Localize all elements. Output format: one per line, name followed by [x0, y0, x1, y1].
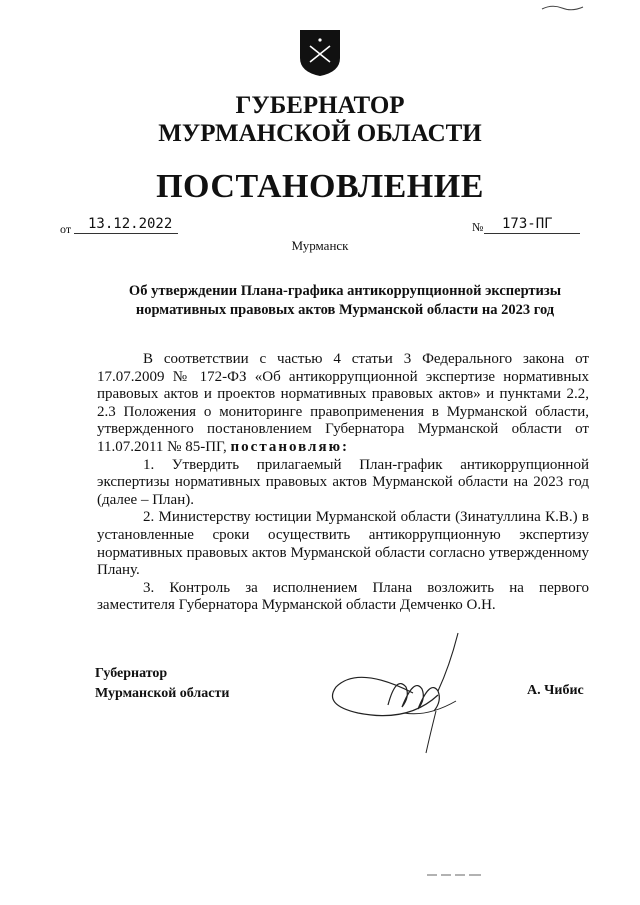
- document-date: 13.12.2022: [74, 216, 178, 234]
- document-type: ПОСТАНОВЛЕНИЕ: [156, 168, 484, 205]
- item-2: 2. Министерству юстиции Мурманской области (Зинатуллина К.В.) в установленные сроки осуществить антикоррупционную экспертизу нормативных правовых актов Мурманской области согласно утвержденному Плану.: [97, 509, 589, 579]
- footer-mark: [425, 872, 485, 878]
- coat-of-arms-icon: [298, 28, 342, 78]
- item-3: 3. Контроль за исполнением Плана возложить на первого заместителя Губернатора Мурманской области Демченко О.Н.: [97, 579, 589, 614]
- handwritten-signature: [318, 625, 488, 755]
- resolve-word: постановляю:: [230, 438, 350, 455]
- city: Мурманск: [291, 238, 349, 253]
- signer-title-line2: Мурманской области: [95, 686, 230, 701]
- document-body: [97, 351, 589, 615]
- body-intro-paragraph: [97, 351, 589, 457]
- document-subject: Об утверждении Плана-графика антикоррупционной экспертизы нормативных правовых актов Мурманской области на 2023 год: [128, 283, 562, 318]
- signer-title: [95, 664, 229, 704]
- document-number: 173-ПГ: [484, 216, 580, 234]
- date-label: от: [60, 222, 72, 236]
- org-title-line1: ГУБЕРНАТОР: [235, 92, 405, 119]
- signer-name: А. Чибис: [527, 683, 584, 698]
- item-1: 1. Утвердить прилагаемый План-график антикоррупционной экспертизы нормативных правовых актов Мурманской области на 2023 год (далее – План).: [97, 456, 589, 508]
- number-label: №: [472, 220, 484, 234]
- scan-mark: [540, 2, 585, 12]
- signer-title-line1: Губернатор: [95, 666, 168, 681]
- body-intro: В соответствии с частью 4 статьи 3 Федерального закона от 17.07.2009 № 172-ФЗ «Об антикоррупционной экспертизе нормативных правовых актов и проектов нормативных правовых актов» и пунктами 2.2, 2.3 Положения о мониторинге правоприменения в Мурманской области, утвержденного постановлением Губернатора Мурманской области от 11.07.2011 № 85-ПГ,: [97, 351, 589, 455]
- org-title-line2: МУРМАНСКОЙ ОБЛАСТИ: [158, 120, 482, 147]
